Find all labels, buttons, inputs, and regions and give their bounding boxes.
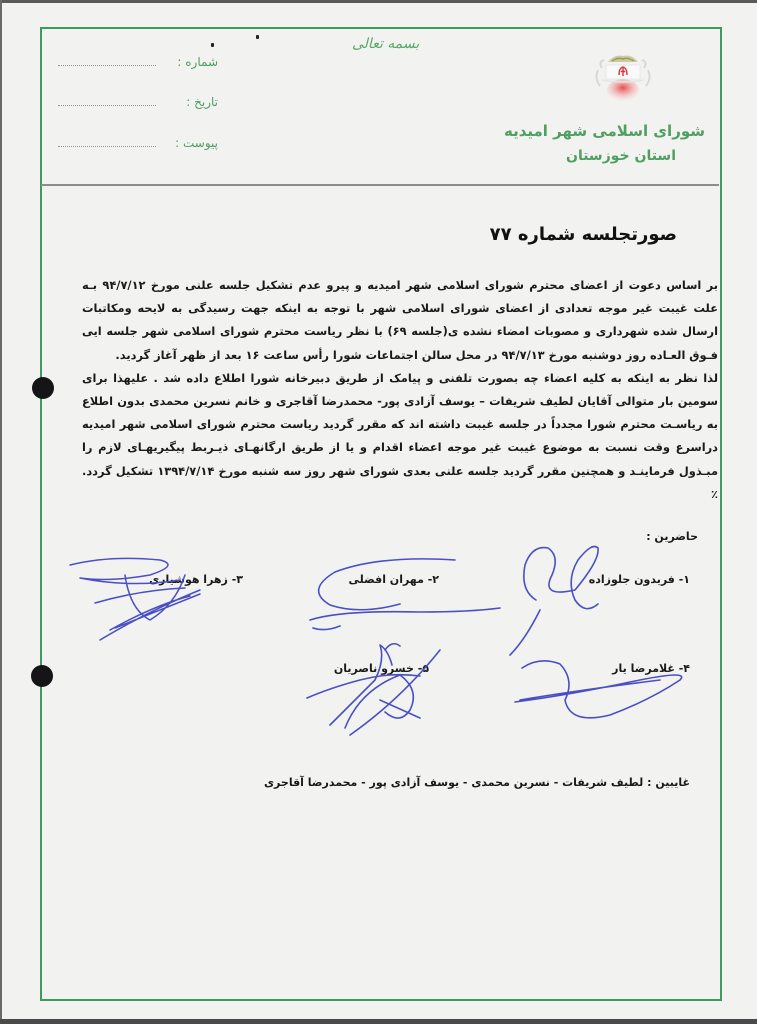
date-label: تاریخ : xyxy=(186,95,218,109)
ink-speck xyxy=(211,43,214,47)
attendee-name: ۵- خسرو ناصریان xyxy=(333,662,429,675)
attendee-name: ۱- فریدون جلوزاده xyxy=(588,573,690,586)
paragraph-2: لذا نظر به اینکه به کلیه اعضاء چه بصورت تلفنی و پیامک از طریق دبیرخانه شورا اطلاع داده شد . علیهذا برای سومین بار متوالی آقایان لطیف شریفات – یوسف آزادی پور- محمدرضا آقاجری و خانم نسرین محمدی بدون اطلاع به ریاسـت محترم شورا مجدداً در جلسه غیبت داشته اند که مقرر گردید ریاست محترم شورای اسلامی شهر امیدیه دراسرع وقت نسبت به موضوع غیبت غیر موجه اعضاء اقدام و یا از طریق ارگانهـای ذیـربط پیگیریهـای لازم را مبـذول فرماینـد و همچنین مقرر گردید جلسه علنی بعدی شورای شهر روز سه شنبه مورخ ۱۳۹۴/۷/۱۴ تشکیل گردد.٪ xyxy=(82,370,718,501)
scan-edge-top xyxy=(0,0,757,3)
attendee-name: ۳- زهرا هوشیاری xyxy=(149,573,243,586)
attendee-name: ۴- غلامرضا یار xyxy=(612,662,690,675)
absentees-line: غایبین : لطیف شریفات - نسرین محمدی - یوسف آزادی پور - محمدرضا آقاجری xyxy=(263,776,690,789)
date-dotted-line xyxy=(58,105,156,106)
basmala-calligraphy: بسمه تعالی xyxy=(352,36,420,52)
attendee-name: ۲- مهران افضلی xyxy=(348,573,439,586)
attachment-label: پیوست : xyxy=(175,136,218,150)
page-frame-border xyxy=(40,27,722,1001)
header-divider xyxy=(41,184,719,186)
organization-name: شورای اسلامی شهر امیدیه xyxy=(503,122,705,140)
attendees-label: حاضرین : xyxy=(646,530,698,543)
ink-speck xyxy=(256,35,259,39)
punch-hole xyxy=(32,377,54,399)
number-dotted-line xyxy=(58,65,156,66)
paragraph-1: بر اساس دعوت از اعضای محترم شورای اسلامی شهر امیدیه و پیرو عدم تشکیل جلسه علنی مورخ ۹۴/۷/۱۲ بـه علت غیبت غیر موجه تعدادی از اعضای شورای اسلامی شهر با توجه به اینکه جهت رسیدگی به لایحه ومکاتبات ارسال شده شهرداری و مصوبات امضاء نشده ی(جلسه ۶۹) با نظر ریاست محترم شورای اسلامی شهر جلسه ایی فـوق العـاده روز دوشنبه مورخ ۹۴/۷/۱۳ در محل سالن اجتماعات شورا رأس ساعت ۱۶ بعد از ظهر آغاز گردید. xyxy=(82,278,718,362)
number-field xyxy=(58,55,218,73)
document-title: صورتجلسه شماره ۷۷ xyxy=(489,224,677,245)
date-field xyxy=(58,95,218,113)
minutes-body xyxy=(82,274,718,506)
scan-edge-left xyxy=(0,0,2,1024)
scan-edge-bottom xyxy=(0,1019,757,1024)
punch-hole xyxy=(31,665,53,687)
attachment-dotted-line xyxy=(58,146,156,147)
province-name: استان خوزستان xyxy=(566,148,676,164)
attachment-field xyxy=(58,136,218,154)
emblem-logo-icon xyxy=(592,48,654,106)
number-label: شماره : xyxy=(177,55,218,69)
